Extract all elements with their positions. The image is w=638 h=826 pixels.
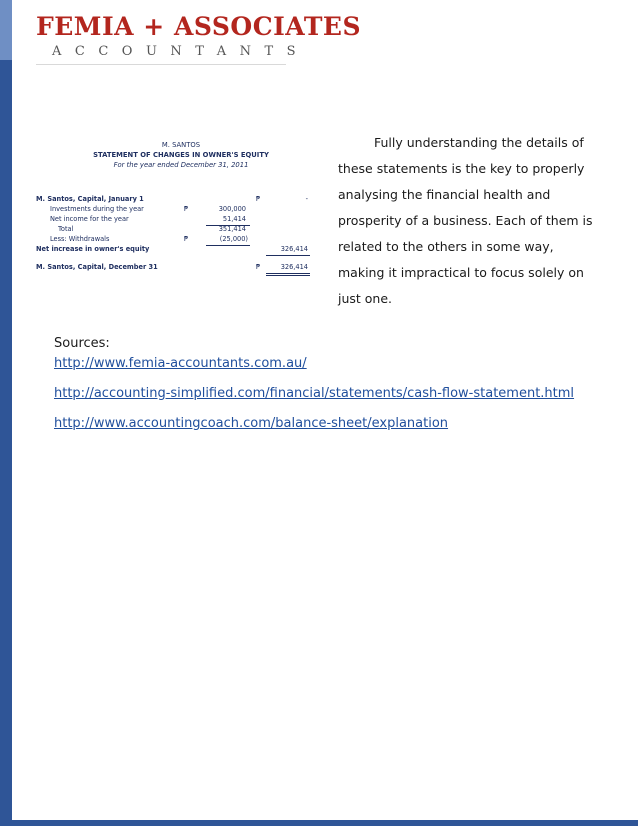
final-rule-1 — [266, 273, 310, 274]
logo-name-part2: ASSOCIATES — [173, 12, 362, 41]
statement-row — [36, 224, 326, 234]
sources-heading: Sources: — [54, 336, 110, 351]
row-amount-col2: - — [305, 195, 308, 203]
paragraph-text: Fully understanding the details of these statements is the key to properly analysing the financial health and prosperity of a business. Each of them is related to the others in some way, making it impractical to focus solely on just one. — [338, 135, 593, 306]
left-accent-bar — [0, 0, 12, 826]
statement-row — [36, 204, 326, 214]
statement-title: STATEMENT OF CHANGES IN OWNER'S EQUITY — [93, 151, 269, 159]
equity-statement-image — [36, 134, 326, 294]
row-amount-col1: 300,000 — [218, 205, 246, 213]
peso-symbol: ₱ — [184, 205, 189, 213]
row-amount-col2: 326,414 — [280, 263, 308, 271]
statement-row — [36, 234, 326, 244]
statement-row — [36, 194, 326, 204]
source-link-balance-sheet[interactable]: http://www.accountingcoach.com/balance-sheet/explanation — [54, 416, 449, 431]
logo-name-part1: FEMIA — [36, 12, 135, 41]
bottom-accent-bar — [0, 820, 638, 826]
left-accent-highlight — [0, 0, 12, 60]
peso-symbol: ₱ — [256, 263, 261, 271]
row-label: Net increase in owner's equity — [36, 245, 150, 253]
row-label: Total — [58, 225, 74, 233]
statement-row — [36, 214, 326, 224]
row-label: Investments during the year — [50, 205, 144, 213]
statement-row — [36, 244, 326, 254]
row-label: M. Santos, Capital, January 1 — [36, 195, 144, 203]
final-rule-2 — [266, 275, 310, 276]
statement-period: For the year ended December 31, 2011 — [113, 161, 249, 169]
logo-plus: + — [143, 12, 165, 41]
row-label: Net income for the year — [50, 215, 129, 223]
body-paragraph — [338, 130, 598, 312]
row-amount-col1: 351,414 — [218, 225, 246, 233]
statement-owner-name: M. SANTOS — [161, 141, 201, 149]
row-label: M. Santos, Capital, December 31 — [36, 263, 158, 271]
peso-symbol: ₱ — [184, 235, 189, 243]
source-link-cash-flow[interactable]: http://accounting-simplified.com/financial/statements/cash-flow-statement.html — [54, 386, 575, 401]
logo-wordmark — [36, 12, 361, 42]
statement-row — [36, 262, 326, 272]
logo-divider — [36, 64, 286, 65]
row-amount-col1: 51,414 — [222, 215, 246, 223]
net-increase-rule — [266, 255, 310, 256]
row-amount-col2: 326,414 — [280, 245, 308, 253]
peso-symbol: ₱ — [256, 195, 261, 203]
row-amount-col1: (25,000) — [219, 235, 248, 243]
logo-subtitle: ACCOUNTANTS — [52, 44, 310, 59]
row-label: Less: Withdrawals — [50, 235, 110, 243]
company-logo — [36, 12, 361, 59]
source-link-femia[interactable]: http://www.femia-accountants.com.au/ — [54, 356, 307, 371]
